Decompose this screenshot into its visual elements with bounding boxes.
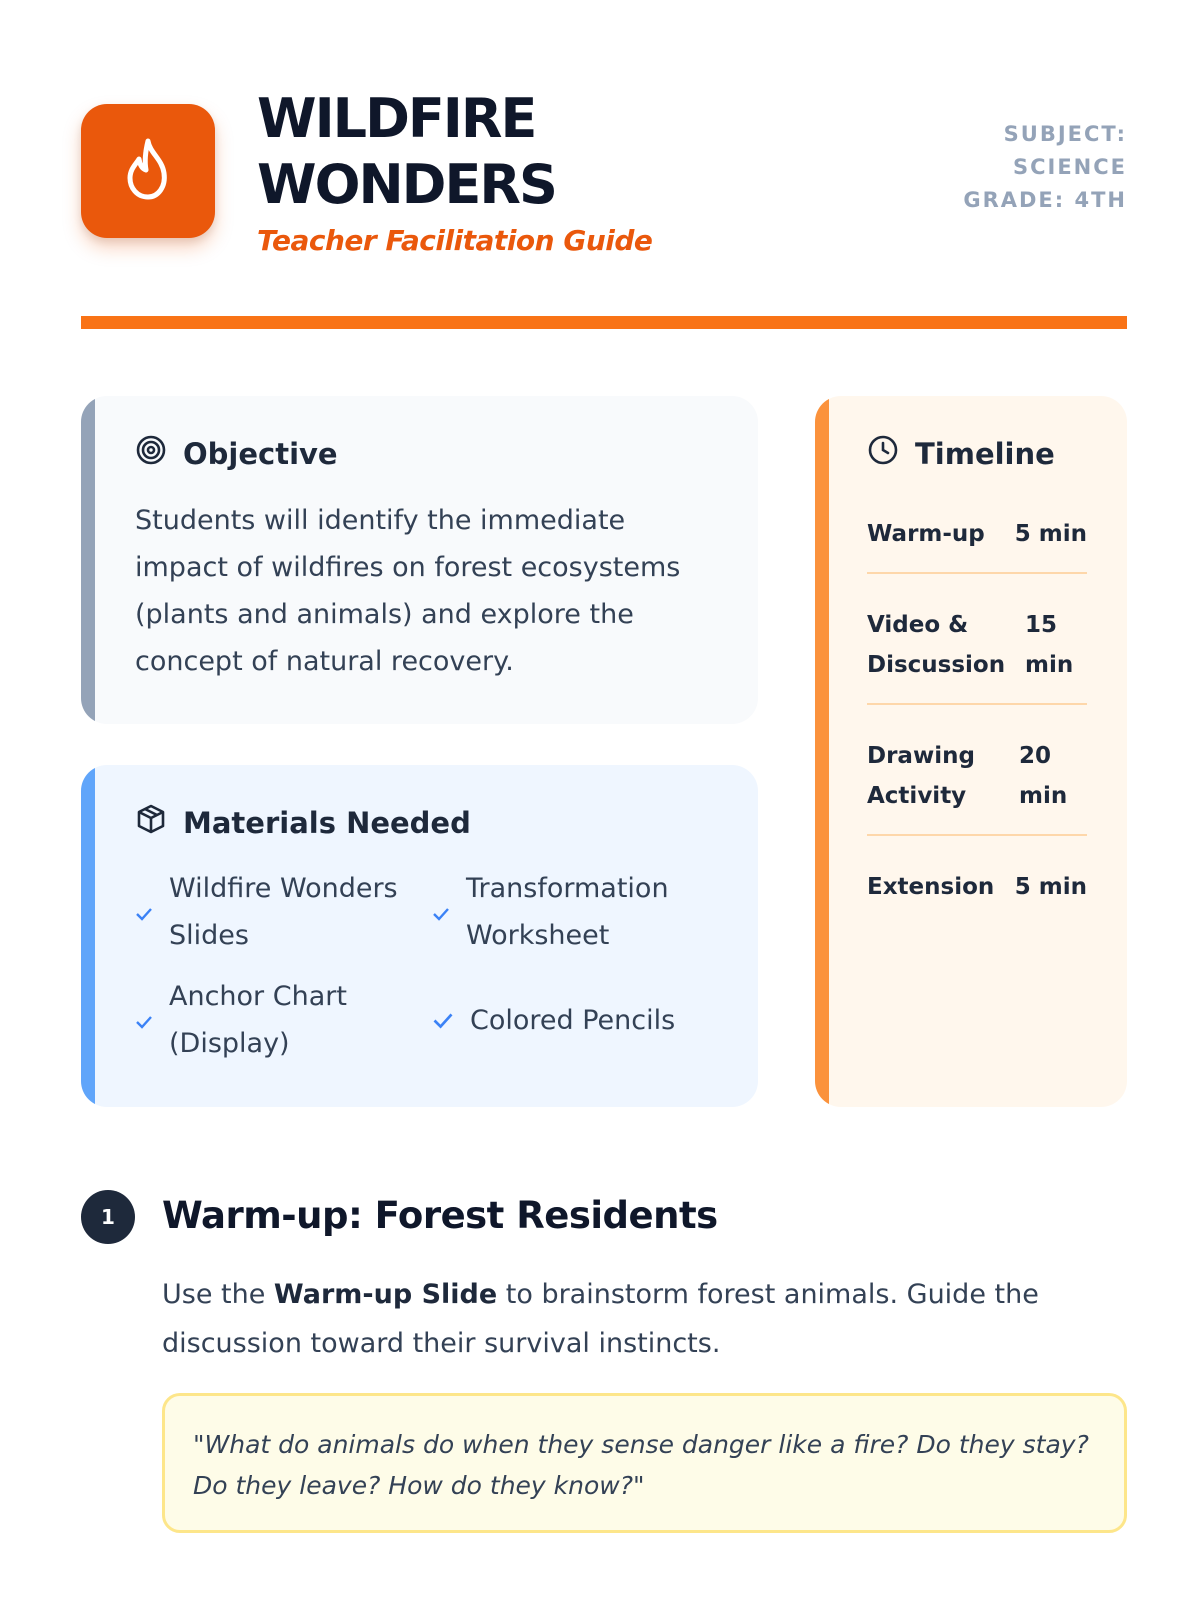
target-icon: [135, 434, 183, 473]
page-subtitle: Teacher Facilitation Guide: [257, 224, 653, 257]
timeline-row: [867, 596, 1087, 705]
materials-item-label: Colored Pencils: [470, 1004, 676, 1036]
objective-card: [81, 396, 758, 724]
materials-card: [81, 765, 758, 1107]
timeline-heading: [867, 434, 1087, 473]
timeline-row: [867, 858, 1087, 925]
timeline-duration: 15 min: [1025, 612, 1074, 678]
flame-icon: [118, 137, 178, 205]
timeline-row: [867, 505, 1087, 574]
timeline-list: [867, 505, 1087, 925]
timeline-title: Timeline: [915, 436, 1055, 471]
materials-item-label: (Display): [169, 1028, 290, 1059]
materials-item-label: Transformation: [466, 873, 669, 904]
materials-heading: [135, 803, 718, 842]
subject-value: SCIENCE: [1012, 155, 1127, 179]
header-divider: [81, 316, 1127, 329]
timeline-activity: Video & Discussion: [867, 612, 1006, 678]
timeline-card: [815, 396, 1127, 1107]
subject-grade-meta: [927, 118, 1127, 217]
box-icon: [135, 803, 183, 842]
step-body-emphasis: Warm-up Slide: [273, 1279, 498, 1310]
discussion-quote: "What do animals do when they sense danger like a fire? Do they stay? Do they leave? How do they know?": [162, 1393, 1127, 1533]
objective-title: Objective: [183, 436, 338, 471]
page-header: [81, 80, 1127, 280]
subject-label: SUBJECT:: [1003, 122, 1127, 146]
check-icon: [432, 997, 454, 1044]
materials-item-label: Anchor Chart: [169, 981, 347, 1012]
materials-item: [135, 973, 347, 1067]
timeline-activity: Extension: [867, 874, 995, 900]
materials-title: Materials Needed: [183, 805, 471, 840]
check-icon: [135, 997, 153, 1044]
materials-item: [135, 865, 398, 959]
step-title: Warm-up: Forest Residents: [162, 1194, 718, 1237]
materials-item: [432, 865, 669, 959]
timeline-accent-bar: [815, 396, 829, 1107]
step-body: Use the Warm-up Slide to brainstorm forest animals. Guide the discussion toward their survival instincts.: [162, 1279, 1039, 1359]
title-line-1: WILDFIRE: [257, 87, 536, 150]
materials-accent-bar: [81, 765, 95, 1107]
title-line-2: WONDERS: [257, 153, 556, 216]
page-title: [257, 86, 652, 218]
materials-item: [432, 973, 675, 1067]
logo: [81, 104, 215, 238]
timeline-activity: Warm-up: [867, 521, 985, 547]
grade-value: GRADE: 4TH: [963, 188, 1127, 212]
objective-text: Students will identify the immediate impact of wildfires on forest ecosystems (plants and animals) and explore the concept of natural recovery.: [135, 505, 681, 677]
timeline-duration: 20 min: [1019, 743, 1068, 809]
materials-item-label: Wildfire Wonders: [169, 873, 398, 904]
objective-heading: [135, 434, 718, 473]
clock-icon: [867, 434, 915, 473]
check-icon: [432, 889, 450, 936]
materials-item-label: Slides: [169, 920, 249, 951]
timeline-row: [867, 727, 1087, 836]
objective-accent-bar: [81, 396, 95, 724]
materials-item-label: Worksheet: [466, 920, 610, 951]
timeline-duration: 5 min: [1014, 521, 1087, 547]
check-icon: [135, 889, 153, 936]
timeline-activity: Drawing Activity: [867, 743, 975, 809]
step-number-badge: 1: [81, 1190, 135, 1244]
timeline-duration: 5 min: [1014, 874, 1087, 900]
